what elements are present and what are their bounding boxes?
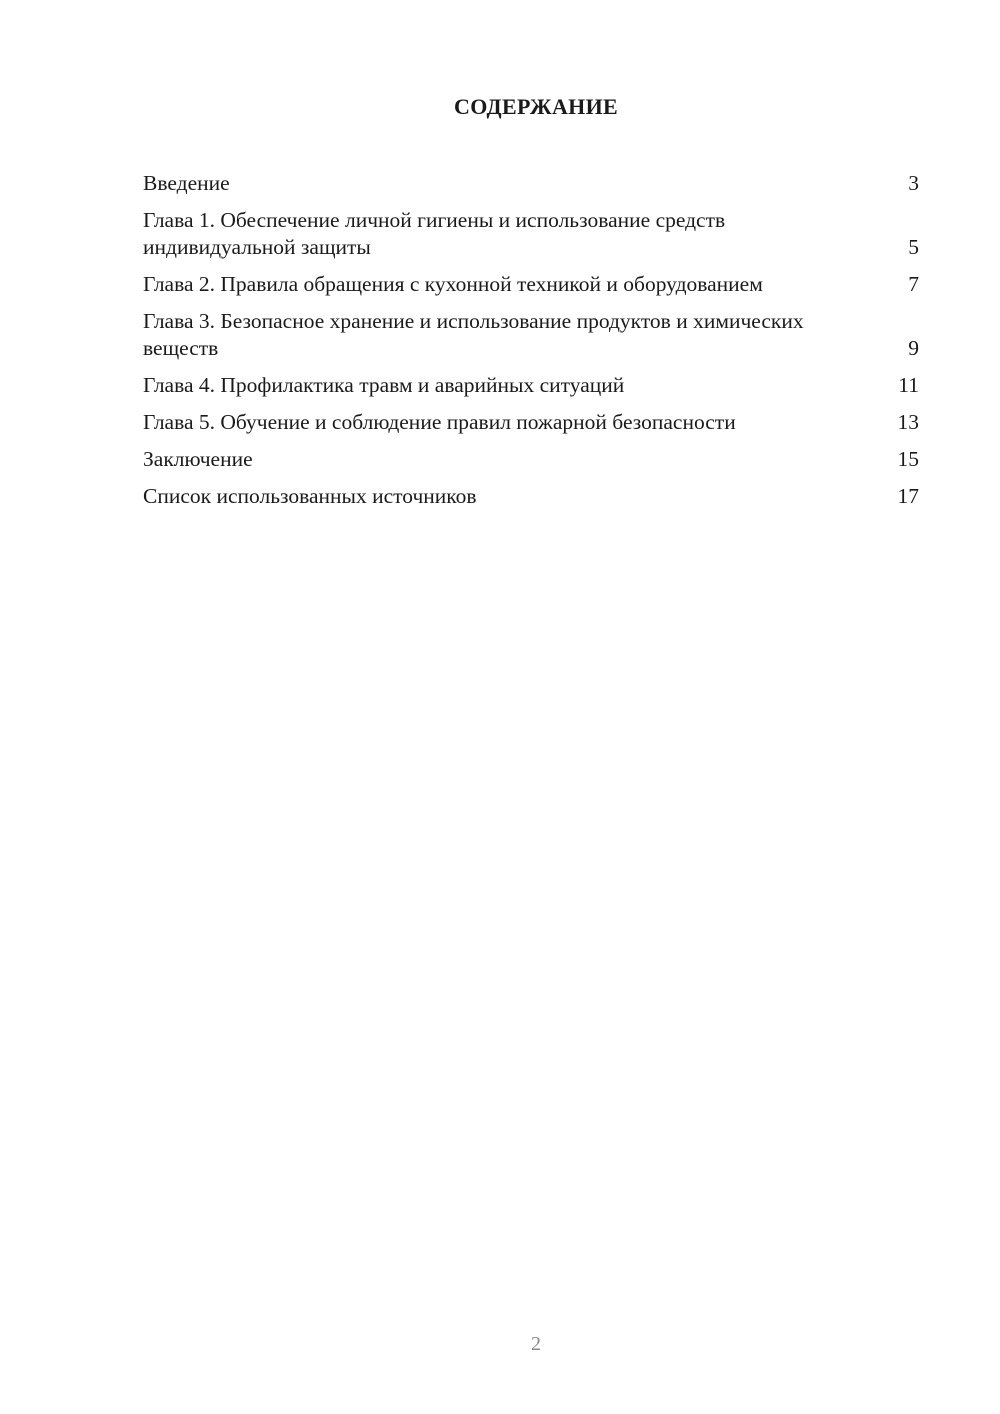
page-number: 2: [531, 1333, 541, 1355]
toc-entry-page: 13: [897, 410, 919, 434]
toc-entry-title: Глава 1. Обеспечение личной гигиены и использование средств индивидуальной защиты: [143, 208, 726, 259]
toc-entry-title: Глава 4. Профилактика травм и аварийных ситуаций: [143, 373, 625, 397]
toc-entry-page: 7: [908, 272, 919, 296]
toc-entry-chapter-2: [143, 271, 919, 298]
toc-entry-page: 3: [908, 171, 919, 195]
toc-entry-title: Список использованных источников: [143, 484, 477, 508]
toc-entry-page: 5: [908, 235, 919, 259]
toc-entry-page: 11: [898, 373, 919, 397]
toc-entry-chapter-4: [143, 372, 919, 399]
page-title: СОДЕРЖАНИЕ: [454, 94, 618, 119]
toc-entry-page: 15: [897, 447, 919, 471]
toc-entry-title: Введение: [143, 171, 230, 195]
toc-entry-references: [143, 483, 919, 510]
table-of-contents: [143, 170, 919, 520]
toc-entry-conclusion: [143, 446, 919, 473]
toc-entry-chapter-1: [143, 207, 919, 261]
toc-entry-chapter-3: [143, 308, 919, 362]
toc-entry-chapter-5: [143, 409, 919, 436]
toc-entry-introduction: [143, 170, 919, 197]
toc-entry-title: Глава 2. Правила обращения с кухонной техникой и оборудованием: [143, 272, 763, 296]
toc-entry-title: Глава 3. Безопасное хранение и использование продуктов и химических веществ: [143, 309, 804, 360]
toc-entry-title: Заключение: [143, 447, 253, 471]
toc-entry-title: Глава 5. Обучение и соблюдение правил пожарной безопасности: [143, 410, 736, 434]
toc-entry-page: 9: [908, 336, 919, 360]
toc-entry-page: 17: [897, 484, 919, 508]
